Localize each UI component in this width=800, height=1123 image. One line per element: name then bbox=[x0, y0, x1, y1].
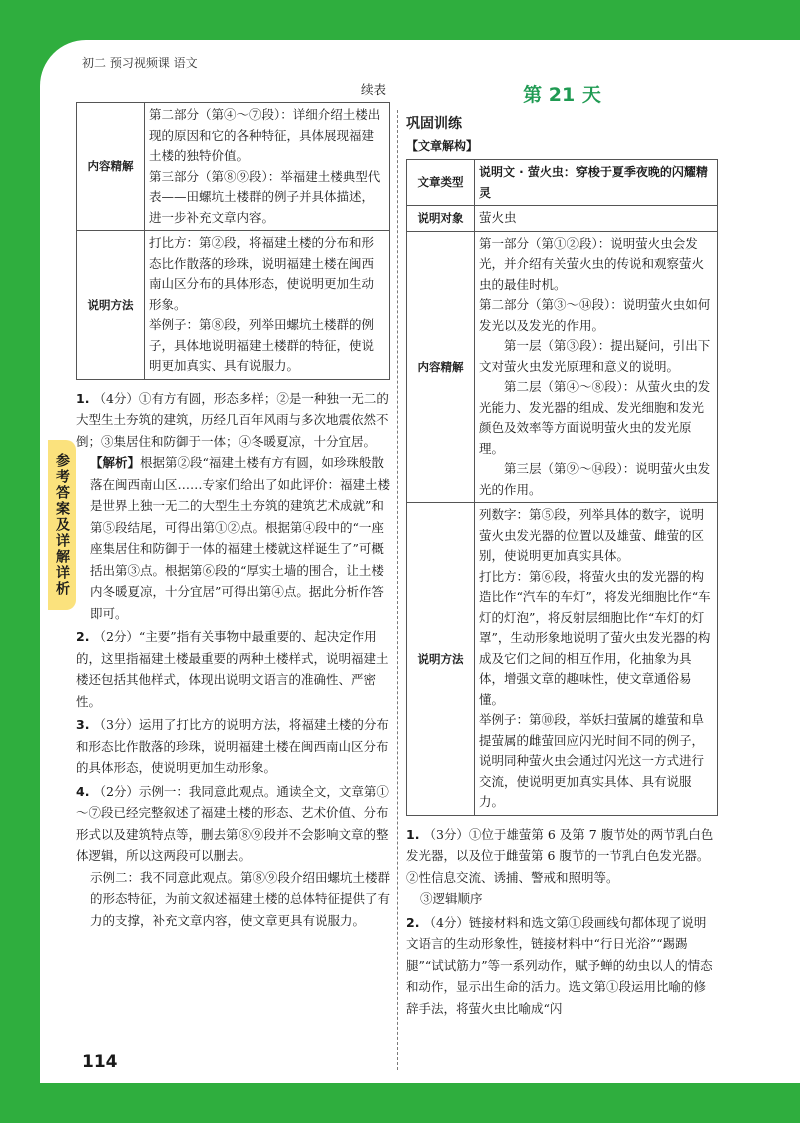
answer-item bbox=[76, 714, 390, 779]
answer-text: 示例二：我不同意此观点。第⑧⑨段介绍田螺坑土楼群的形态特征，为前文叙述福建土楼的总体特征提供了有力的支撑，补充文章内容，使文章更具有说服力。 bbox=[90, 869, 391, 928]
row-label: 内容精解 bbox=[77, 103, 145, 231]
answer-text: （4分）①有方有圆，形态多样；②是一种独一无二的大型生土夯筑的建筑，历经几百年风雨与多次地震依然不倒；③集居住和防御于一体；④冬暖夏凉，十分宜居。 bbox=[76, 390, 389, 449]
left-answers bbox=[76, 388, 390, 932]
analysis bbox=[76, 452, 390, 624]
row-content bbox=[475, 231, 718, 503]
row-content bbox=[145, 103, 390, 231]
paragraph: 列数字：第⑤段，列举具体的数字，说明萤火虫发光器的位置以及雄萤、雌萤的区别，使说明更加真实具体。 bbox=[479, 507, 705, 563]
page-header: 初二 预习视频课 语文 bbox=[82, 56, 198, 70]
answer-number: 4. bbox=[76, 783, 90, 799]
table-row bbox=[407, 503, 718, 816]
answer-item bbox=[406, 824, 718, 910]
paragraph: 举例子：第⑧段，列举田螺坑土楼群的例子，具体地说明福建土楼群的特征，使说明更加真实、具有说服力。 bbox=[149, 317, 375, 373]
right-structure-table bbox=[406, 159, 718, 816]
table-row bbox=[407, 206, 718, 232]
page bbox=[40, 40, 800, 1083]
row-content: 萤火虫 bbox=[475, 206, 718, 232]
section-title: 巩固训练 bbox=[406, 116, 462, 132]
answer-item bbox=[76, 626, 390, 712]
table-row bbox=[77, 231, 390, 380]
paragraph: 第二部分（第④～⑦段）：详细介绍土楼出现的原因和它的各种特征，具体展现福建土楼的独特价值。 bbox=[149, 107, 381, 163]
paragraph: 第三部分（第⑧⑨段）：举福建土楼典型代表——田螺坑土楼群的例子并具体描述，进一步补充文章内容。 bbox=[149, 168, 381, 225]
answer-text: （4分）链接材料和选文第①段画线句都体现了说明文语言的生动形象性，链接材料中“行日光浴”“踢踢腿”“试试筋力”等一系列动作，赋予蝉的幼虫以人的情态和动作，显示出生命的活力。选文第①段运用比喻的修辞手法，将萤火虫比喻成“闪 bbox=[406, 914, 713, 1016]
paragraph: 第一部分（第①②段）：说明萤火虫会发光，并介绍有关萤火虫的传说和观察萤火虫的最佳时机。 bbox=[479, 235, 705, 292]
paragraph: 第三层（第⑨～⑭段）：说明萤火虫发光的作用。 bbox=[479, 461, 711, 497]
row-label: 文章类型 bbox=[407, 160, 475, 206]
row-content bbox=[475, 503, 718, 816]
analysis-text: 根据第②段“福建土楼有方有圆，如珍珠般散落在闽西南山区……专家们给出了如此评价：福建土楼是世界上独一无二的大型生土夯筑的建筑艺术成就”和第⑤段结尾，可得出第①②点。根据第④段中的“一座座集居住和防御于一体的福建土楼就这样诞生了”可概括出第③点。根据第⑥段的“厚实土墙的围合，让土楼内冬暖夏凉，十分宜居”可得出第④点。据此分析作答即可。 bbox=[90, 455, 391, 621]
answer-text: （2分）“主要”指有关事物中最重要的、起决定作用的，这里指福建土楼最重要的两种土楼样式，说明福建土楼还包括其他样式，体现出说明文语言的准确性、严密性。 bbox=[76, 629, 389, 709]
paragraph: 举例子：第⑩段，举妖扫萤属的雄萤和阜提萤属的雌萤回应闪光时间不同的例子，说明同种萤火虫会通过闪光这一方式进行交流，使说明更加真实具体、具有说服力。 bbox=[479, 712, 705, 809]
paragraph: 第二部分（第③～⑭段）：说明萤火虫如何发光以及发光的作用。 bbox=[479, 297, 711, 333]
row-label: 说明方法 bbox=[77, 231, 145, 380]
paragraph: 第一层（第③段）：提出疑问，引出下文对萤火虫发光原理和意义的说明。 bbox=[479, 338, 711, 374]
left-column bbox=[76, 80, 390, 933]
row-label: 内容精解 bbox=[407, 231, 475, 503]
answer-number: 1. bbox=[76, 390, 90, 406]
right-column bbox=[406, 80, 718, 1021]
answer-number: 3. bbox=[76, 717, 90, 732]
answer-item bbox=[76, 388, 390, 625]
day-title: 第 21 天 bbox=[523, 84, 601, 106]
answer-number: 2. bbox=[406, 914, 420, 930]
row-content bbox=[145, 231, 390, 380]
page-number: 114 bbox=[82, 1052, 118, 1072]
answer-number: 2. bbox=[76, 629, 90, 644]
sub-title: 【文章解构】 bbox=[406, 139, 479, 153]
table-row bbox=[407, 160, 718, 206]
paragraph: 打比方：第②段，将福建土楼的分布和形态比作散落的珍珠，说明福建土楼在闽西南山区分布的具体形态，使说明更加生动形象。 bbox=[149, 235, 375, 312]
column-divider bbox=[397, 110, 398, 1070]
answer-text: （2分）示例一：我同意此观点。通读全文，文章第①～⑦段已经完整叙述了福建土楼的形态、艺术价值、分布形式以及建筑特点等，删去第⑧⑨段并不会影响文章的整体逻辑，所以这两段可以删去。 bbox=[76, 783, 389, 863]
row-label: 说明方法 bbox=[407, 503, 475, 816]
table-row bbox=[77, 103, 390, 231]
left-structure-table bbox=[76, 102, 390, 380]
row-content: 说明文 · 萤火虫：穿梭于夏季夜晚的闪耀精灵 bbox=[475, 160, 718, 206]
row-label: 说明对象 bbox=[407, 206, 475, 232]
answer-text: （3分）①位于雄萤第 6 及第 7 腹节处的两节乳白色发光器，以及位于雌萤第 6 腹节的一节乳白色发光器。 ②性信息交流、诱捕、警戒和照明等。 bbox=[406, 826, 716, 885]
paragraph: 第二层（第④～⑧段）：从萤火虫的发光能力、发光器的组成、发光细胞和发光颜色及效率等方面说明萤火虫的发光原理。 bbox=[479, 379, 711, 456]
answer-item bbox=[406, 912, 718, 1020]
paragraph: 打比方：第⑥段，将萤火虫的发光器的构造比作“汽车的车灯”，将发光细胞比作“车灯的灯泡”，将反射层细胞比作“车灯的灯罩”，生动形象地说明了萤火虫发光器的构成及它们之间的相互作用，化抽象为具体，增强文章的趣味性，使文章通俗易懂。 bbox=[479, 568, 711, 707]
table-row bbox=[407, 231, 718, 503]
side-tab-answers[interactable]: 参考答案及详解详析 bbox=[48, 440, 76, 610]
answer-text: （3分）运用了打比方的说明方法，将福建土楼的分布和形态比作散落的珍珠，说明福建土楼在闽西南山区分布的具体形态，使说明更加生动形象。 bbox=[76, 717, 389, 775]
answer-item bbox=[76, 781, 390, 932]
right-answers bbox=[406, 824, 718, 1020]
table-caption: 续表 bbox=[360, 82, 386, 97]
analysis-tag: 【解析】 bbox=[90, 455, 141, 470]
answer-number: 1. bbox=[406, 826, 420, 842]
answer-text: ③逻辑顺序 bbox=[420, 891, 483, 906]
